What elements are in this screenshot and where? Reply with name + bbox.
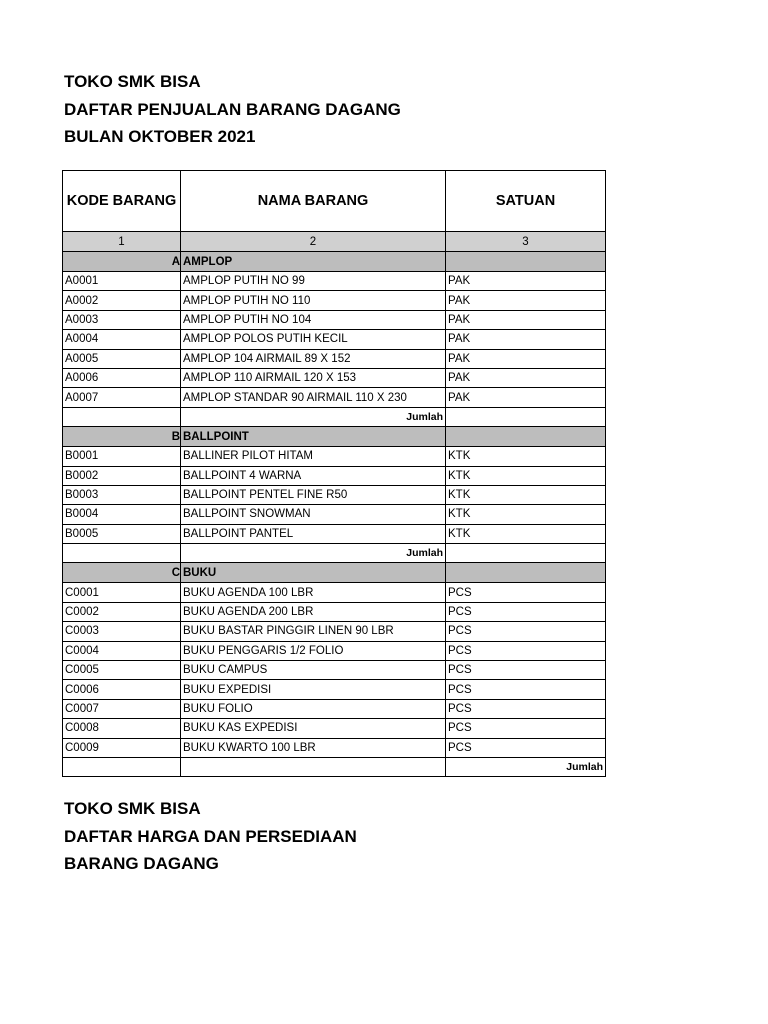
column-number: 2 bbox=[181, 232, 446, 252]
item-name: AMPLOP STANDAR 90 AIRMAIL 110 X 230 bbox=[181, 388, 446, 407]
item-unit: PAK bbox=[446, 349, 606, 368]
table-row bbox=[63, 466, 606, 485]
column-header-unit: SATUAN bbox=[446, 171, 606, 232]
table-row bbox=[63, 641, 606, 660]
table-row bbox=[63, 447, 606, 466]
table-row bbox=[63, 602, 606, 621]
item-unit: PCS bbox=[446, 719, 606, 738]
item-name: BUKU CAMPUS bbox=[181, 661, 446, 680]
item-code: A0006 bbox=[63, 368, 181, 387]
item-name: BALLPOINT 4 WARNA bbox=[181, 466, 446, 485]
item-unit: PAK bbox=[446, 330, 606, 349]
table-row bbox=[63, 485, 606, 504]
category-unit-empty bbox=[446, 563, 606, 583]
item-name: BUKU PENGGARIS 1/2 FOLIO bbox=[181, 641, 446, 660]
store-name: TOKO SMK BISA bbox=[64, 72, 201, 91]
item-unit: PAK bbox=[446, 272, 606, 291]
item-code: A0005 bbox=[63, 349, 181, 368]
item-code: C0003 bbox=[63, 622, 181, 641]
item-unit: PCS bbox=[446, 622, 606, 641]
item-unit: PCS bbox=[446, 583, 606, 602]
table-row bbox=[63, 291, 606, 310]
table-row bbox=[63, 719, 606, 738]
item-code: A0004 bbox=[63, 330, 181, 349]
item-unit: PCS bbox=[446, 699, 606, 718]
table-row bbox=[63, 680, 606, 699]
item-name: BALLINER PILOT HITAM bbox=[181, 447, 446, 466]
table-row bbox=[63, 738, 606, 757]
item-code: A0003 bbox=[63, 310, 181, 329]
item-name: BUKU KAS EXPEDISI bbox=[181, 719, 446, 738]
category-row bbox=[63, 427, 606, 447]
subtotal-label: Jumlah bbox=[446, 757, 606, 776]
item-unit: PCS bbox=[446, 680, 606, 699]
category-unit-empty bbox=[446, 252, 606, 272]
sales-table bbox=[62, 170, 606, 777]
column-number: 1 bbox=[63, 232, 181, 252]
table-row bbox=[63, 330, 606, 349]
item-unit: PCS bbox=[446, 738, 606, 757]
item-name: BUKU KWARTO 100 LBR bbox=[181, 738, 446, 757]
category-name: AMPLOP bbox=[181, 252, 446, 272]
price-list-subtitle: BARANG DAGANG bbox=[64, 854, 219, 873]
category-name: BUKU bbox=[181, 563, 446, 583]
table-row bbox=[63, 661, 606, 680]
item-unit: KTK bbox=[446, 466, 606, 485]
item-name: AMPLOP POLOS PUTIH KECIL bbox=[181, 330, 446, 349]
item-unit: KTK bbox=[446, 524, 606, 543]
second-title-block bbox=[64, 795, 357, 878]
item-name: BUKU FOLIO bbox=[181, 699, 446, 718]
table-row bbox=[63, 699, 606, 718]
item-name: BALLPOINT PANTEL bbox=[181, 524, 446, 543]
table-body bbox=[63, 252, 606, 777]
item-code: C0009 bbox=[63, 738, 181, 757]
item-name: AMPLOP PUTIH NO 104 bbox=[181, 310, 446, 329]
item-code: B0001 bbox=[63, 447, 181, 466]
column-header-name: NAMA BARANG bbox=[181, 171, 446, 232]
category-name: BALLPOINT bbox=[181, 427, 446, 447]
item-code: C0002 bbox=[63, 602, 181, 621]
category-row bbox=[63, 563, 606, 583]
subtotal-row bbox=[63, 757, 606, 776]
item-code: A0002 bbox=[63, 291, 181, 310]
item-name: BUKU BASTAR PINGGIR LINEN 90 LBR bbox=[181, 622, 446, 641]
item-name: BUKU AGENDA 200 LBR bbox=[181, 602, 446, 621]
subtotal-label: Jumlah bbox=[181, 407, 446, 426]
item-name: AMPLOP PUTIH NO 99 bbox=[181, 272, 446, 291]
table-row bbox=[63, 524, 606, 543]
item-code: C0004 bbox=[63, 641, 181, 660]
category-row bbox=[63, 252, 606, 272]
table-row bbox=[63, 622, 606, 641]
column-number-row bbox=[63, 232, 606, 252]
category-code: B bbox=[63, 427, 181, 447]
header-row bbox=[63, 171, 606, 232]
report-period: BULAN OKTOBER 2021 bbox=[64, 127, 256, 146]
subtotal-empty bbox=[63, 544, 181, 563]
table-row bbox=[63, 310, 606, 329]
item-name: BUKU EXPEDISI bbox=[181, 680, 446, 699]
document-title-block bbox=[64, 68, 401, 151]
item-name: AMPLOP PUTIH NO 110 bbox=[181, 291, 446, 310]
item-code: C0007 bbox=[63, 699, 181, 718]
report-title: DAFTAR PENJUALAN BARANG DAGANG bbox=[64, 99, 401, 119]
subtotal-empty bbox=[63, 407, 181, 426]
item-name: AMPLOP 110 AIRMAIL 120 X 153 bbox=[181, 368, 446, 387]
item-code: C0005 bbox=[63, 661, 181, 680]
item-unit: KTK bbox=[446, 447, 606, 466]
table-row bbox=[63, 349, 606, 368]
subtotal-row bbox=[63, 544, 606, 563]
item-unit: PAK bbox=[446, 388, 606, 407]
subtotal-empty bbox=[446, 407, 606, 426]
table-row bbox=[63, 505, 606, 524]
category-code: A bbox=[63, 252, 181, 272]
item-code: B0004 bbox=[63, 505, 181, 524]
subtotal-row bbox=[63, 407, 606, 426]
column-header-code: KODE BARANG bbox=[63, 171, 181, 232]
item-code: C0008 bbox=[63, 719, 181, 738]
table-row bbox=[63, 388, 606, 407]
item-name: AMPLOP 104 AIRMAIL 89 X 152 bbox=[181, 349, 446, 368]
item-unit: KTK bbox=[446, 485, 606, 504]
item-code: B0005 bbox=[63, 524, 181, 543]
item-unit: PAK bbox=[446, 291, 606, 310]
category-unit-empty bbox=[446, 427, 606, 447]
item-unit: PAK bbox=[446, 310, 606, 329]
item-unit: PCS bbox=[446, 641, 606, 660]
category-code: C bbox=[63, 563, 181, 583]
subtotal-empty bbox=[181, 757, 446, 776]
item-name: BALLPOINT SNOWMAN bbox=[181, 505, 446, 524]
item-name: BALLPOINT PENTEL FINE R50 bbox=[181, 485, 446, 504]
subtotal-label: Jumlah bbox=[181, 544, 446, 563]
item-unit: PCS bbox=[446, 661, 606, 680]
item-unit: PCS bbox=[446, 602, 606, 621]
item-code: B0002 bbox=[63, 466, 181, 485]
item-unit: KTK bbox=[446, 505, 606, 524]
subtotal-empty bbox=[63, 757, 181, 776]
item-unit: PAK bbox=[446, 368, 606, 387]
item-code: C0001 bbox=[63, 583, 181, 602]
item-code: A0007 bbox=[63, 388, 181, 407]
item-name: BUKU AGENDA 100 LBR bbox=[181, 583, 446, 602]
table-row bbox=[63, 368, 606, 387]
subtotal-empty bbox=[446, 544, 606, 563]
table-row bbox=[63, 272, 606, 291]
store-name-2: TOKO SMK BISA bbox=[64, 799, 201, 818]
item-code: B0003 bbox=[63, 485, 181, 504]
price-list-title: DAFTAR HARGA DAN PERSEDIAAN bbox=[64, 826, 357, 846]
table-row bbox=[63, 583, 606, 602]
item-code: A0001 bbox=[63, 272, 181, 291]
column-number: 3 bbox=[446, 232, 606, 252]
item-code: C0006 bbox=[63, 680, 181, 699]
